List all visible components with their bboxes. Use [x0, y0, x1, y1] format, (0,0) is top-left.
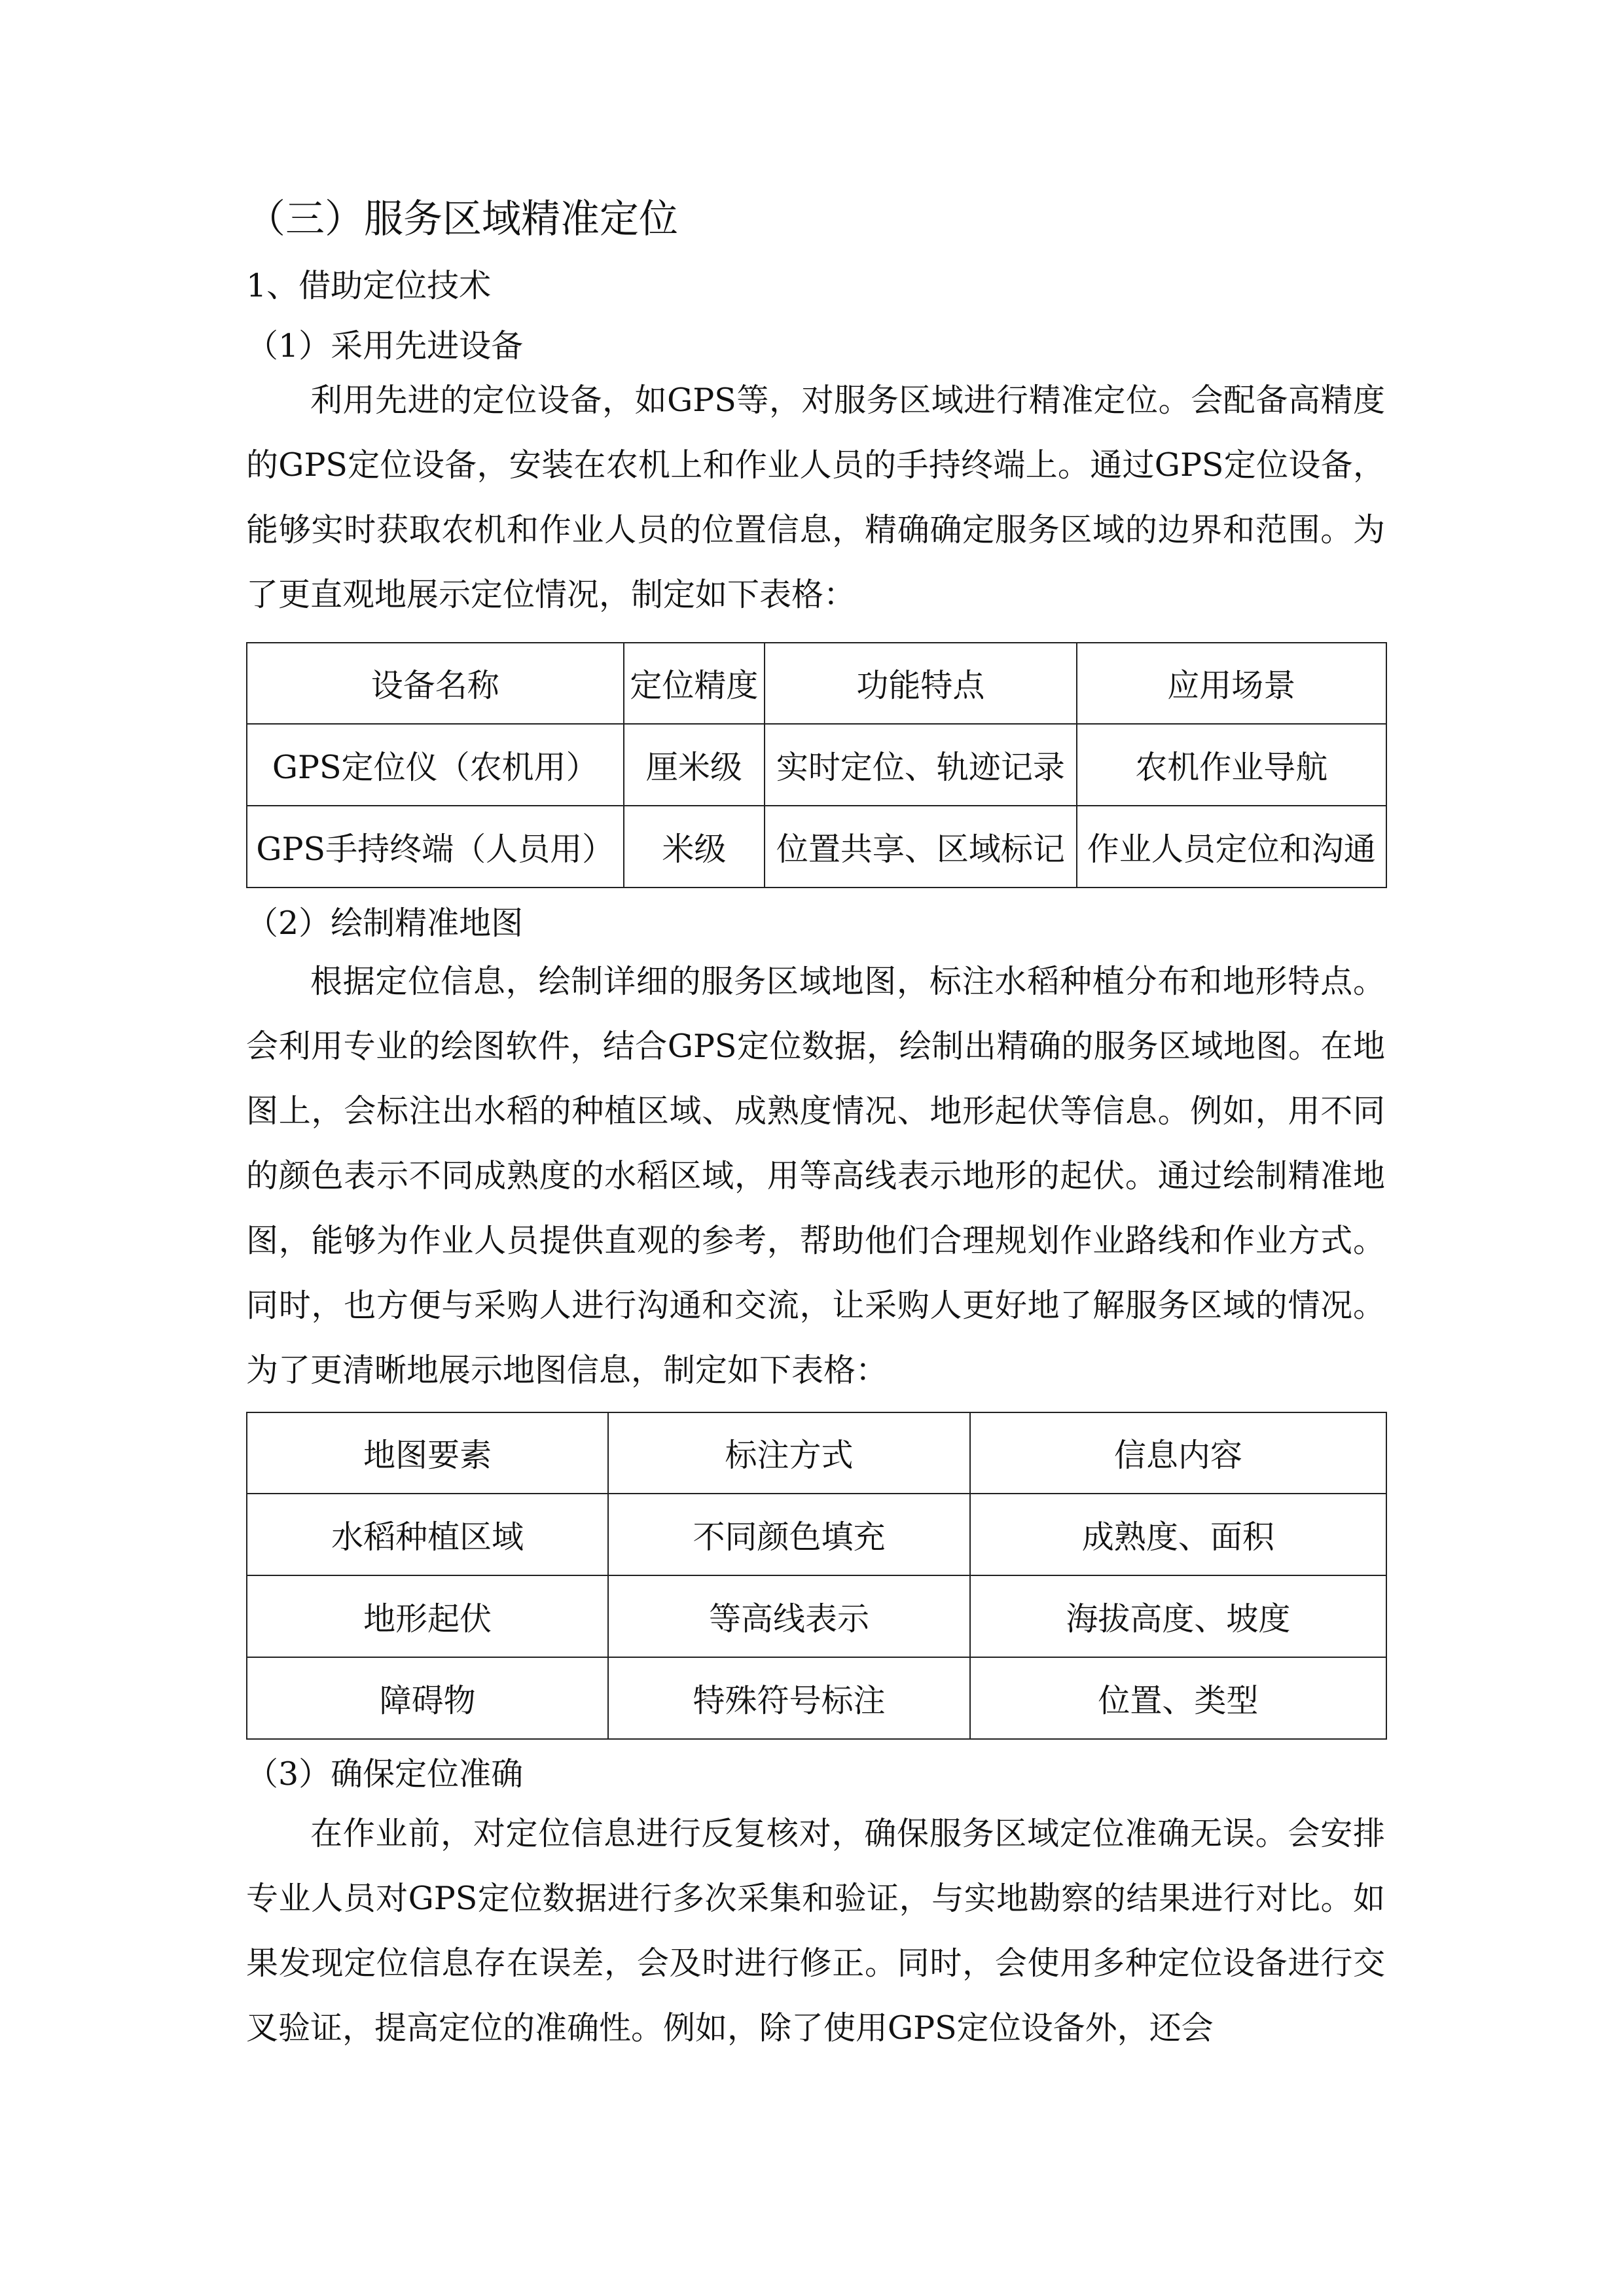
subsection-title: 1、借助定位技术	[246, 267, 492, 304]
table-header-cell: 地图要素	[247, 1412, 608, 1494]
table-cell: 米级	[624, 806, 765, 888]
section-title: （三）服务区域精准定位	[246, 196, 678, 242]
map-elements-table	[246, 1412, 1387, 1740]
table-cell: 障碍物	[247, 1657, 608, 1739]
table-row	[247, 724, 1386, 806]
item-3-paragraph: 在作业前，对定位信息进行反复核对，确保服务区域定位准确无误。会安排专业人员对GPS定位数据进行多次采集和验证，与实地勘察的结果进行对比。如果发现定位信息存在误差，会及时进行修正。同时，会使用多种定位设备进行交叉验证，提高定位的准确性。例如，除了使用GPS定位设备外，还会	[246, 1815, 1385, 2047]
table-cell: 等高线表示	[608, 1575, 969, 1657]
table-header-cell: 应用场景	[1077, 643, 1386, 724]
table-header-cell: 功能特点	[765, 643, 1076, 724]
table-header-row	[247, 1412, 1386, 1494]
table-header-cell: 标注方式	[608, 1412, 969, 1494]
item-2-paragraph: 根据定位信息，绘制详细的服务区域地图，标注水稻种植分布和地形特点。会利用专业的绘图软件，结合GPS定位数据，绘制出精确的服务区域地图。在地图上，会标注出水稻的种植区域、成熟度情况、地形起伏等信息。例如，用不同的颜色表示不同成熟度的水稻区域，用等高线表示地形的起伏。通过绘制精准地图，能够为作业人员提供直观的参考，帮助他们合理规划作业路线和作业方式。同时，也方便与采购人进行沟通和交流，让采购人更好地了解服务区域的情况。为了更清晰地展示地图信息，制定如下表格：	[246, 963, 1385, 1389]
table-row	[247, 1494, 1386, 1575]
table-header-row	[247, 643, 1386, 724]
table-cell: 农机作业导航	[1077, 724, 1386, 806]
table-header-cell: 信息内容	[970, 1412, 1386, 1494]
table-cell: 成熟度、面积	[970, 1494, 1386, 1575]
item-2-title: （2）绘制精准地图	[246, 905, 524, 942]
table-cell: 地形起伏	[247, 1575, 608, 1657]
table-cell: GPS手持终端（人员用）	[247, 806, 624, 888]
table-cell: 位置、类型	[970, 1657, 1386, 1739]
table-cell: 位置共享、区域标记	[765, 806, 1076, 888]
table-cell: 不同颜色填充	[608, 1494, 969, 1575]
item-1-paragraph: 利用先进的定位设备，如GPS等，对服务区域进行精准定位。会配备高精度的GPS定位设备，安装在农机上和作业人员的手持终端上。通过GPS定位设备，能够实时获取农机和作业人员的位置信息，精确确定服务区域的边界和范围。为了更直观地展示定位情况，制定如下表格：	[246, 382, 1385, 613]
table-cell: 水稻种植区域	[247, 1494, 608, 1575]
item-3-title: （3）确保定位准确	[246, 1755, 524, 1793]
equipment-table	[246, 642, 1387, 888]
table-cell: GPS定位仪（农机用）	[247, 724, 624, 806]
table-row	[247, 1657, 1386, 1739]
table-header-cell: 设备名称	[247, 643, 624, 724]
table-cell: 海拔高度、坡度	[970, 1575, 1386, 1657]
table-cell: 厘米级	[624, 724, 765, 806]
table-cell: 实时定位、轨迹记录	[765, 724, 1076, 806]
table-cell: 作业人员定位和沟通	[1077, 806, 1386, 888]
table-row	[247, 1575, 1386, 1657]
table-cell: 特殊符号标注	[608, 1657, 969, 1739]
table-row	[247, 806, 1386, 888]
item-1-title: （1）采用先进设备	[246, 327, 524, 365]
table-header-cell: 定位精度	[624, 643, 765, 724]
